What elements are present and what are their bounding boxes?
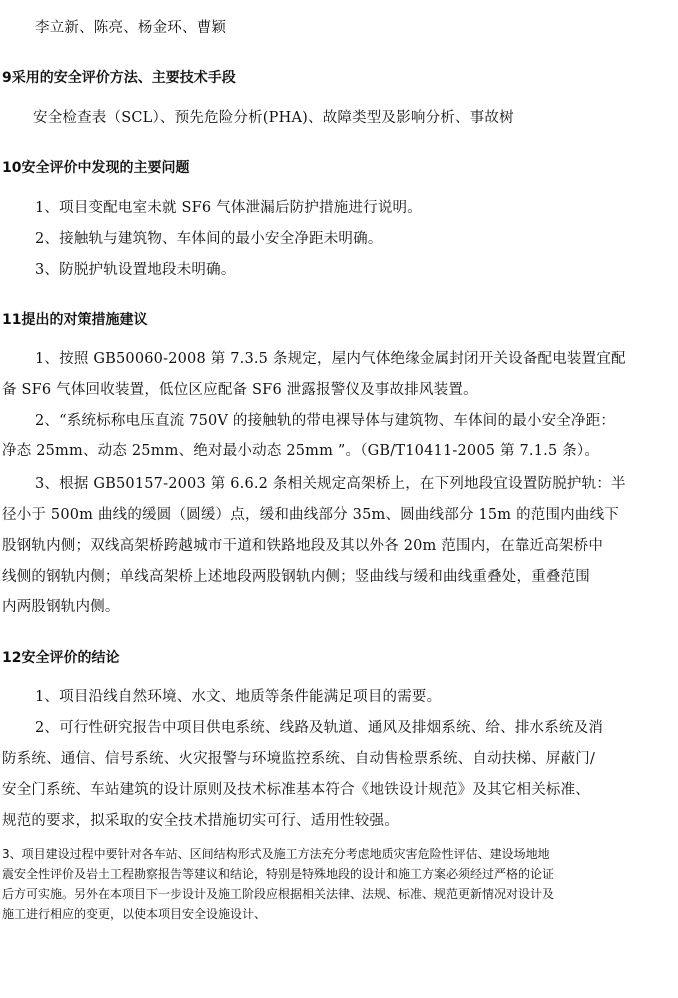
section-11-item-3-line-3: 股钢轨内侧；双线高架桥跨越城市干道和铁路地段及其以外各 20m 范围内，在靠近高架桥中: [2, 538, 604, 554]
section-12-item-3-line-1: 3、项目建设过程中要针对各车站、区间结构形式及施工方法充分考虑地质灾害危险性评估、建设场地地: [2, 847, 550, 861]
section-11-item-3-line-2: 径小于 500m 曲线的缓圆（圆缓）点，缓和曲线部分 35m、圆曲线部分 15m 的范围内曲线下: [2, 507, 619, 523]
section-11-item-1-line-1: 1、按照 GB50060-2008 第 7.3.5 条规定，屋内气体绝缘金属封闭开关设备配电装置宜配: [35, 351, 626, 367]
section-10-heading: 10安全评价中发现的主要问题: [2, 160, 190, 176]
section-10-item-1: 1、项目变配电室未就 SF6 气体泄漏后防护措施进行说明。: [35, 200, 422, 216]
section-11-item-2-line-2: 净态 25mm、动态 25mm、绝对最小动态 25mm ”。（GB/T10411-2005 第 7.1.5 条）。: [2, 443, 600, 459]
section-11-item-3-line-4: 线侧的钢轨内侧；单线高架桥上述地段两股钢轨内侧；竖曲线与缓和曲线重叠处，重叠范围: [2, 569, 590, 585]
section-12-item-3-line-4: 施工进行相应的变更，以使本项目安全设施设计、: [2, 907, 267, 921]
authors-line: 李立新、陈亮、杨金环、曹颖: [35, 20, 227, 36]
section-10-item-3: 3、防脱护轨设置地段未明确。: [35, 262, 236, 278]
section-12-item-3-line-3: 后方可实施。另外在本项目下一步设计及施工阶段应根据相关法律、法规、标准、规范更新情况对设计及: [2, 887, 555, 901]
section-9-text: 安全检查表（SCL）、预先危险分析(PHA)、故障类型及影响分析、事故树: [33, 110, 514, 126]
section-12-item-2-line-4: 规范的要求，拟采取的安全技术措施切实可行、适用性较强。: [2, 813, 399, 829]
section-11-item-3-line-1: 3、根据 GB50157-2003 第 6.6.2 条相关规定高架桥上，在下列地段宜设置防脱护轨：半: [35, 476, 626, 492]
section-12-item-3-line-2: 震安全性评价及岩土工程勘察报告等建议和结论，特别是特殊地段的设计和施工方案必须经过严格的论证: [2, 867, 555, 881]
section-12-item-2-line-3: 安全门系统、车站建筑的设计原则及技术标准基本符合《地铁设计规范》及其它相关标准、: [2, 782, 590, 798]
section-12-item-1: 1、项目沿线自然环境、水文、地质等条件能满足项目的需要。: [35, 689, 442, 705]
section-11-item-3-line-5: 内两股钢轨内侧。: [2, 599, 120, 615]
section-12-item-2-line-2: 防系统、通信、信号系统、火灾报警与环境监控系统、自动售检票系统、自动扶梯、屏蔽门/: [2, 751, 596, 767]
section-10-item-2: 2、接触轨与建筑物、车体间的最小安全净距未明确。: [35, 231, 383, 247]
section-12-item-2-line-1: 2、可行性研究报告中项目供电系统、线路及轨道、通风及排烟系统、给、排水系统及消: [35, 720, 604, 736]
section-11-item-2-line-1: 2、“系统标称电压直流 750V 的接触轨的带电裸导体与建筑物、车体间的最小安全净距：: [35, 413, 616, 429]
section-9-heading: 9采用的安全评价方法、主要技术手段: [2, 70, 236, 86]
section-11-heading: 11提出的对策措施建议: [2, 312, 148, 328]
section-12-heading: 12安全评价的结论: [2, 650, 120, 666]
section-11-item-1-line-2: 备 SF6 气体回收装置，低位区应配备 SF6 泄露报警仪及事故排风装置。: [2, 382, 478, 398]
